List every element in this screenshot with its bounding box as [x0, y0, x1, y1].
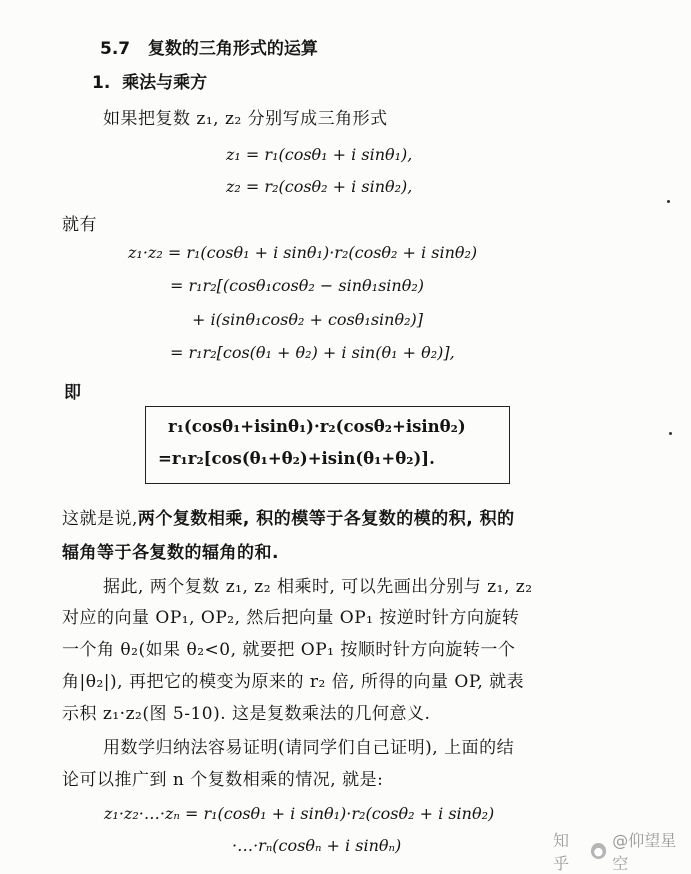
- derivation-line-4: = r₁r₂[cos(θ₁ + θ₂) + i sin(θ₁ + θ₂)],: [170, 343, 455, 362]
- general-eq-line-2: ·…·rₙ(cosθₙ + i sinθₙ): [232, 836, 402, 855]
- that-is-label: 即: [64, 383, 82, 403]
- section-heading: [100, 34, 318, 59]
- section-title: 复数的三角形式的运算: [147, 39, 318, 59]
- induction-line-1: 用数学归纳法容易证明(请同学们自己证明), 上面的结: [103, 738, 515, 758]
- geometry-line-3: 一个角 θ₂(如果 θ₂<0, 就要把 OP₁ 按顺时针方向旋转一个: [62, 640, 516, 660]
- subsection-title: 乘法与乘方: [122, 73, 208, 93]
- derivation-line-2: = r₁r₂[(cosθ₁cosθ₂ − sinθ₁sinθ₂): [170, 276, 424, 295]
- watermark: [553, 828, 691, 874]
- derivation-line-1: z₁·z₂ = r₁(cosθ₁ + i sinθ₁)·r₂(cosθ₂ + i sinθ₂): [128, 243, 478, 262]
- geometry-line-5: 示积 z₁·z₂(图 5-10). 这是复数乘法的几何意义.: [62, 704, 431, 724]
- definition-eq-1: z₁ = r₁(cosθ₁ + i sinθ₁),: [226, 145, 413, 164]
- rule-line-1: [62, 504, 515, 529]
- scan-speck: [667, 200, 670, 203]
- boxed-formula: [145, 406, 510, 484]
- subsection-number: 1.: [92, 73, 111, 93]
- geometry-line-1: 据此, 两个复数 z₁, z₂ 相乘时, 可以先画出分别与 z₁, z₂: [103, 577, 533, 597]
- geometry-line-4: 角|θ₂|), 再把它的模变为原来的 r₂ 倍, 所得的向量 OP, 就表: [62, 672, 525, 692]
- geometry-line-2: 对应的向量 OP₁, OP₂, 然后把向量 OP₁ 按逆时针方向旋转: [62, 608, 520, 628]
- zhihu-user-icon: ●: [591, 843, 607, 859]
- scan-speck: [669, 432, 672, 435]
- derivation-line-3: + i(sinθ₁cosθ₂ + cosθ₁sinθ₂)]: [192, 310, 423, 329]
- watermark-site: 知乎: [553, 831, 570, 873]
- watermark-author: @仰望星空: [612, 831, 677, 873]
- rule-statement-1: 两个复数相乘, 积的模等于各复数的模的积, 积的: [137, 509, 515, 529]
- definition-eq-2: z₂ = r₂(cosθ₂ + i sinθ₂),: [226, 177, 413, 196]
- boxed-line-2: =r₁r₂[cos(θ₁+θ₂)+isin(θ₁+θ₂)].: [158, 449, 435, 468]
- section-number: 5.7: [100, 39, 131, 59]
- rule-statement-2: 辐角等于各复数的辐角的和.: [62, 543, 279, 563]
- general-eq-line-1: z₁·z₂·…·zₙ = r₁(cosθ₁ + i sinθ₁)·r₂(cosθ₂ + i sinθ₂): [104, 804, 495, 823]
- intro-text: 如果把复数 z₁, z₂ 分别写成三角形式: [103, 109, 388, 129]
- boxed-line-1: r₁(cosθ₁+isinθ₁)·r₂(cosθ₂+isinθ₂): [168, 417, 466, 436]
- then-label: 就有: [62, 215, 97, 235]
- rule-lead: 这就是说,: [62, 509, 138, 529]
- induction-line-2: 论可以推广到 n 个复数相乘的情况, 就是:: [62, 770, 384, 790]
- subsection-heading: [92, 68, 207, 93]
